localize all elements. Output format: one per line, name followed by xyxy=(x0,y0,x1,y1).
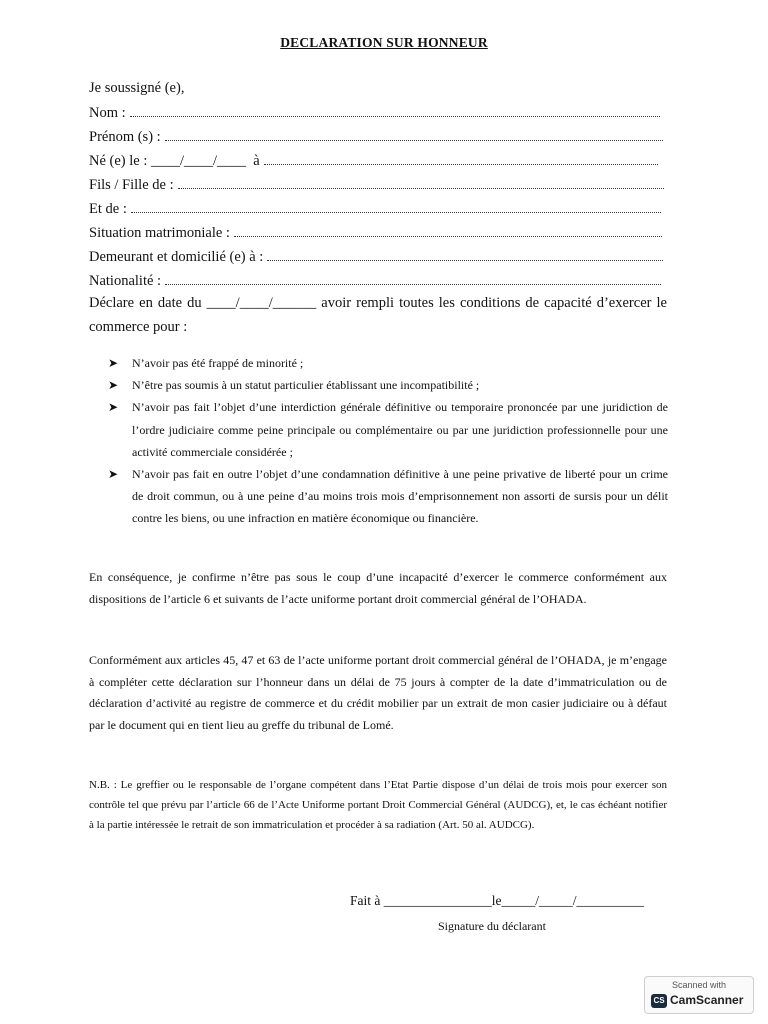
list-item xyxy=(108,396,668,463)
field-situation xyxy=(89,224,662,242)
fill-line xyxy=(165,128,663,141)
field-naissance xyxy=(89,152,658,170)
field-label: Et de : xyxy=(89,201,127,217)
nb-paragraph: N.B. : Le greffier ou le responsable de l’organe compétent dans l’Etat Partie dispose d’un délai de trois mois pour exercer son contrôle tel que prévu par l’article 66 de l’Acte Uniforme portant Droit Commercial Général (AUDCG), et, le cas échéant notifier à la partie intéressée le retrait de son immatriculation et procéder à sa radiation (Art. 50 al. AUDCG). xyxy=(89,779,667,831)
fill-line xyxy=(267,248,663,261)
field-label: Situation matrimoniale : xyxy=(89,225,230,241)
list-item xyxy=(108,374,668,396)
list-item xyxy=(108,463,668,530)
document-title: DECLARATION SUR HONNEUR xyxy=(280,35,488,50)
list-item-text: N’être pas soumis à un statut particulier établissant une incompatibilité ; xyxy=(132,378,480,393)
field-nom xyxy=(89,104,660,122)
field-label: Fils / Fille de : xyxy=(89,177,174,193)
arrow-bullet-icon: ➤ xyxy=(108,356,119,370)
conditions-list xyxy=(108,352,668,530)
scanned-with-text: Scanned with xyxy=(671,980,727,990)
field-et-de xyxy=(89,200,661,218)
field-label: Nationalité : xyxy=(89,273,162,289)
intro-line xyxy=(89,80,184,97)
camscanner-logo-icon: CS xyxy=(651,994,667,1008)
field-label: Nom : xyxy=(89,105,126,121)
list-item-text: N’avoir pas fait l’objet d’une interdiction générale définitive ou temporaire prononcée par une juridiction de l’ordre judiciaire comme peine principale ou complémentaire ou par une juridiction professionnelle pour une activité commerciale considérée ; xyxy=(132,400,668,459)
fait-a-line: Fait à ________________le_____/_____/__________ xyxy=(350,893,644,908)
articles-paragraph: Conformément aux articles 45, 47 et 63 de l’acte uniforme portant droit commercial général de l’OHADA, je m’engage à compléter cette déclaration sur l’honneur dans un délai de 75 jours à compter de la date d’immatriculation ou de déclaration d’activité au registre de commerce et du crédit mobilier par un extrait de mon casier judiciaire ou à défaut par le document qui en tient lieu au greffe du tribunal de Lomé. xyxy=(89,653,667,732)
list-item-text: N’avoir pas été frappé de minorité ; xyxy=(132,356,304,370)
intro-text: Je soussigné (e), xyxy=(89,80,185,96)
list-item xyxy=(108,352,668,374)
field-label: Né (e) le : ____/____/____ à xyxy=(89,153,260,169)
field-label: Prénom (s) : xyxy=(89,129,161,145)
field-domicile xyxy=(89,248,663,266)
signature-caption: Signature du déclarant xyxy=(438,919,546,933)
fill-line xyxy=(130,104,660,117)
camscanner-brand: CamScanner xyxy=(670,993,744,1007)
arrow-bullet-icon: ➤ xyxy=(108,400,119,415)
camscanner-watermark xyxy=(644,976,754,1014)
list-item-text: N’avoir pas fait en outre l’objet d’une condamnation définitive à une peine privative de liberté pour un crime de droit commun, ou à une peine d’au moins trois mois d’emprisonnement non assorti de sursis pour un délit contre les biens, ou une infraction en matière économique ou financière. xyxy=(132,467,668,526)
fill-line xyxy=(165,272,661,285)
arrow-bullet-icon: ➤ xyxy=(108,467,119,482)
declaration-text: Déclare en date du ____/____/______ avoir rempli toutes les conditions de capacité d’exercer le commerce pour : xyxy=(89,295,667,335)
field-label: Demeurant et domicilié (e) à : xyxy=(89,249,264,265)
arrow-bullet-icon: ➤ xyxy=(108,378,119,393)
field-prenom xyxy=(89,128,663,146)
field-fils-fille xyxy=(89,176,664,194)
fill-line xyxy=(234,224,662,237)
field-nationalite xyxy=(89,272,661,290)
fill-line xyxy=(264,152,658,165)
fill-line xyxy=(178,176,664,189)
fill-line xyxy=(131,200,661,213)
consequence-paragraph: En conséquence, je confirme n’être pas sous le coup d’une incapacité d’exercer le commerce conformément aux dispositions de l’article 6 et suivants de l’acte uniforme portant droit commercial général de l’OHADA. xyxy=(89,570,667,606)
